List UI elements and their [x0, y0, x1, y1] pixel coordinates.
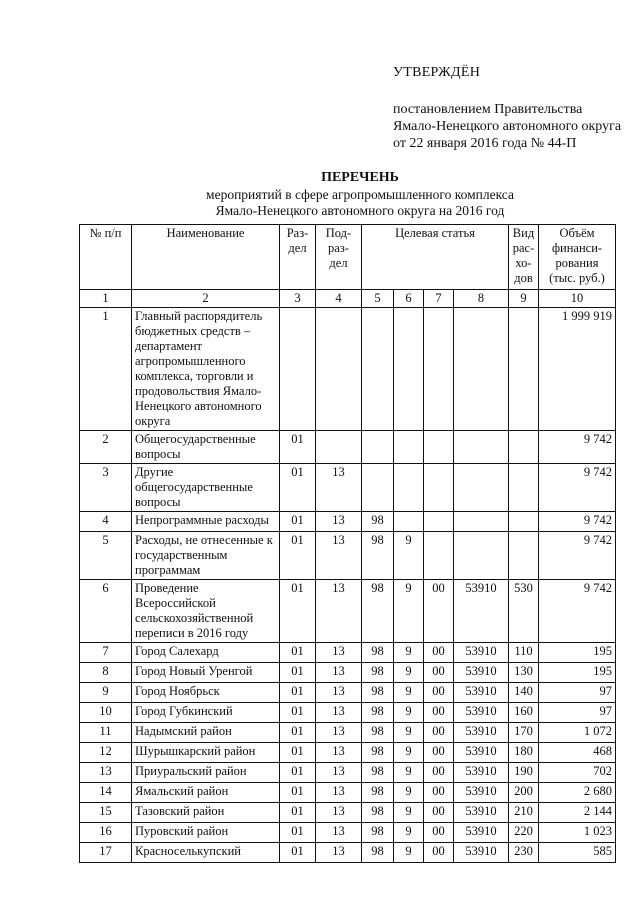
row-name: Красноселькупский: [132, 843, 280, 863]
row-target-part: 9: [394, 783, 424, 803]
row-expense-type: 230: [509, 843, 539, 863]
column-number: 4: [316, 290, 362, 308]
row-amount: 9 742: [539, 512, 616, 532]
row-name: Город Ноябрьск: [132, 683, 280, 703]
row-target-code: 53910: [454, 803, 509, 823]
row-name: Общегосударственные вопросы: [132, 431, 280, 464]
row-target-part: [362, 308, 394, 431]
row-target-code: [454, 532, 509, 580]
header-amount: Объём финанси- рования (тыс. руб.): [539, 225, 616, 290]
row-target-part: 00: [424, 643, 454, 663]
row-amount: 195: [539, 643, 616, 663]
column-number: 6: [394, 290, 424, 308]
row-subsection: 13: [316, 703, 362, 723]
column-number: 5: [362, 290, 394, 308]
row-target-part: [394, 512, 424, 532]
row-subsection: 13: [316, 643, 362, 663]
row-target-code: 53910: [454, 843, 509, 863]
row-number: 15: [80, 803, 132, 823]
row-target-code: 53910: [454, 663, 509, 683]
row-target-part: 9: [394, 723, 424, 743]
row-subsection: 13: [316, 723, 362, 743]
header-expense-type: Вид рас- хо- дов: [509, 225, 539, 290]
row-number: 3: [80, 464, 132, 512]
table-row: [80, 512, 616, 532]
row-section: 01: [280, 683, 316, 703]
row-subsection: 13: [316, 580, 362, 643]
header-target: Целевая статья: [362, 225, 509, 290]
row-target-part: 9: [394, 743, 424, 763]
row-amount: 585: [539, 843, 616, 863]
row-name: Город Губкинский: [132, 703, 280, 723]
row-name: Тазовский район: [132, 803, 280, 823]
row-subsection: 13: [316, 532, 362, 580]
row-expense-type: [509, 308, 539, 431]
row-section: 01: [280, 663, 316, 683]
row-target-code: 53910: [454, 743, 509, 763]
row-name: Пуровский район: [132, 823, 280, 843]
row-target-part: 98: [362, 783, 394, 803]
row-target-part: 98: [362, 580, 394, 643]
row-section: [280, 308, 316, 431]
row-amount: 9 742: [539, 431, 616, 464]
measures-table: [79, 224, 616, 863]
row-target-part: 9: [394, 663, 424, 683]
row-target-part: 9: [394, 803, 424, 823]
row-target-code: 53910: [454, 823, 509, 843]
row-name: Город Новый Уренгой: [132, 663, 280, 683]
row-target-part: 00: [424, 723, 454, 743]
table-row: [80, 464, 616, 512]
row-section: 01: [280, 823, 316, 843]
row-target-part: 98: [362, 803, 394, 823]
row-name: Надымский район: [132, 723, 280, 743]
row-target-part: 98: [362, 683, 394, 703]
row-amount: 702: [539, 763, 616, 783]
row-number: 16: [80, 823, 132, 843]
row-amount: 2 680: [539, 783, 616, 803]
row-expense-type: 160: [509, 703, 539, 723]
row-target-part: [394, 308, 424, 431]
approval-line: Ямало-Ненецкого автономного округа: [393, 119, 622, 134]
row-number: 2: [80, 431, 132, 464]
table-row: [80, 431, 616, 464]
row-expense-type: 130: [509, 663, 539, 683]
row-amount: 9 742: [539, 532, 616, 580]
row-subsection: 13: [316, 663, 362, 683]
row-target-part: 00: [424, 663, 454, 683]
table-row: [80, 723, 616, 743]
row-target-code: [454, 308, 509, 431]
row-target-part: [424, 431, 454, 464]
header-subsection: Под- раз- дел: [316, 225, 362, 290]
row-amount: 1 023: [539, 823, 616, 843]
row-target-part: 9: [394, 843, 424, 863]
column-number: 10: [539, 290, 616, 308]
row-name: Главный распорядитель бюджетных средств – департамент агропромышленного комплекса, торговли и продовольствия Ямало-Ненецкого автономного округа: [132, 308, 280, 431]
row-name: Другие общегосударственные вопросы: [132, 464, 280, 512]
row-subsection: 13: [316, 763, 362, 783]
row-section: 01: [280, 580, 316, 643]
row-number: 12: [80, 743, 132, 763]
table-header-row: [80, 225, 616, 290]
row-expense-type: 170: [509, 723, 539, 743]
row-target-part: 9: [394, 532, 424, 580]
row-target-part: 98: [362, 512, 394, 532]
table-row: [80, 743, 616, 763]
row-target-part: [424, 512, 454, 532]
header-section: Раз- дел: [280, 225, 316, 290]
row-target-code: 53910: [454, 683, 509, 703]
row-amount: 97: [539, 683, 616, 703]
approval-title: УТВЕРЖДЁН: [393, 65, 481, 80]
header-name: Наименование: [132, 225, 280, 290]
row-number: 13: [80, 763, 132, 783]
row-expense-type: [509, 512, 539, 532]
row-expense-type: 190: [509, 763, 539, 783]
table-row: [80, 703, 616, 723]
row-number: 11: [80, 723, 132, 743]
row-target-part: 9: [394, 823, 424, 843]
row-target-part: 98: [362, 763, 394, 783]
row-name: Ямальский район: [132, 783, 280, 803]
row-target-part: 9: [394, 683, 424, 703]
row-expense-type: 200: [509, 783, 539, 803]
row-section: 01: [280, 763, 316, 783]
row-number: 5: [80, 532, 132, 580]
row-target-code: 53910: [454, 723, 509, 743]
row-amount: 1 072: [539, 723, 616, 743]
row-target-part: 9: [394, 643, 424, 663]
row-number: 6: [80, 580, 132, 643]
row-name: Проведение Всероссийской сельскохозяйственной переписи в 2016 году: [132, 580, 280, 643]
row-subsection: [316, 431, 362, 464]
row-subsection: 13: [316, 743, 362, 763]
row-expense-type: [509, 431, 539, 464]
document-title: ПЕРЕЧЕНЬ: [321, 170, 399, 185]
row-target-part: 00: [424, 703, 454, 723]
row-target-part: 00: [424, 743, 454, 763]
row-target-code: 53910: [454, 783, 509, 803]
row-target-code: [454, 512, 509, 532]
column-number: 2: [132, 290, 280, 308]
document-subtitle-line: Ямало-Ненецкого автономного округа на 2016 год: [215, 203, 505, 218]
row-number: 8: [80, 663, 132, 683]
row-expense-type: 530: [509, 580, 539, 643]
row-expense-type: [509, 464, 539, 512]
approval-line: постановлением Правительства: [393, 102, 583, 117]
row-target-part: 9: [394, 703, 424, 723]
row-expense-type: 140: [509, 683, 539, 703]
row-expense-type: 110: [509, 643, 539, 663]
table-row: [80, 308, 616, 431]
row-target-part: 9: [394, 763, 424, 783]
table-row: [80, 683, 616, 703]
table-row: [80, 803, 616, 823]
row-number: 9: [80, 683, 132, 703]
row-target-part: 00: [424, 843, 454, 863]
row-section: 01: [280, 843, 316, 863]
row-target-part: 98: [362, 532, 394, 580]
row-section: 01: [280, 643, 316, 663]
row-target-part: [424, 464, 454, 512]
row-number: 7: [80, 643, 132, 663]
row-target-part: 00: [424, 783, 454, 803]
row-section: 01: [280, 464, 316, 512]
row-section: 01: [280, 512, 316, 532]
row-expense-type: 180: [509, 743, 539, 763]
row-amount: 2 144: [539, 803, 616, 823]
row-target-part: 00: [424, 803, 454, 823]
table-row: [80, 532, 616, 580]
column-number: 8: [454, 290, 509, 308]
column-number: 9: [509, 290, 539, 308]
row-amount: 9 742: [539, 464, 616, 512]
row-target-part: 9: [394, 580, 424, 643]
table-row: [80, 783, 616, 803]
document-heading: [170, 170, 550, 219]
row-target-part: 98: [362, 703, 394, 723]
row-name: Расходы, не отнесенные к государственным программам: [132, 532, 280, 580]
row-expense-type: [509, 532, 539, 580]
document-subtitle-line: мероприятий в сфере агропромышленного комплекса: [206, 187, 514, 202]
row-number: 14: [80, 783, 132, 803]
column-number: 1: [80, 290, 132, 308]
row-name: Шурышкарский район: [132, 743, 280, 763]
table-row: [80, 643, 616, 663]
row-amount: 9 742: [539, 580, 616, 643]
row-target-code: 53910: [454, 703, 509, 723]
row-section: 01: [280, 532, 316, 580]
table-row: [80, 663, 616, 683]
row-target-code: [454, 431, 509, 464]
approval-block: [393, 64, 621, 152]
row-target-part: [424, 308, 454, 431]
row-subsection: 13: [316, 843, 362, 863]
column-number-row: [80, 290, 616, 308]
column-number: 7: [424, 290, 454, 308]
row-target-part: 98: [362, 743, 394, 763]
row-section: 01: [280, 803, 316, 823]
row-section: 01: [280, 743, 316, 763]
table-row: [80, 823, 616, 843]
row-subsection: [316, 308, 362, 431]
row-target-code: 53910: [454, 643, 509, 663]
row-target-code: 53910: [454, 580, 509, 643]
row-target-code: [454, 464, 509, 512]
row-section: 01: [280, 723, 316, 743]
row-name: Непрограммные расходы: [132, 512, 280, 532]
row-target-part: 98: [362, 823, 394, 843]
row-target-part: 98: [362, 843, 394, 863]
row-target-part: 00: [424, 580, 454, 643]
row-number: 17: [80, 843, 132, 863]
row-name: Приуральский район: [132, 763, 280, 783]
row-target-part: [394, 431, 424, 464]
row-target-part: [394, 464, 424, 512]
row-subsection: 13: [316, 512, 362, 532]
row-target-part: [424, 532, 454, 580]
table-row: [80, 580, 616, 643]
row-target-part: 00: [424, 683, 454, 703]
row-target-part: 98: [362, 723, 394, 743]
row-name: Город Салехард: [132, 643, 280, 663]
row-amount: 195: [539, 663, 616, 683]
row-subsection: 13: [316, 823, 362, 843]
row-number: 1: [80, 308, 132, 431]
row-section: 01: [280, 783, 316, 803]
row-subsection: 13: [316, 803, 362, 823]
row-subsection: 13: [316, 464, 362, 512]
table-row: [80, 843, 616, 863]
row-expense-type: 210: [509, 803, 539, 823]
row-number: 10: [80, 703, 132, 723]
row-number: 4: [80, 512, 132, 532]
row-expense-type: 220: [509, 823, 539, 843]
row-target-part: 98: [362, 663, 394, 683]
row-target-part: [362, 464, 394, 512]
row-amount: 468: [539, 743, 616, 763]
row-subsection: 13: [316, 683, 362, 703]
row-target-part: 00: [424, 823, 454, 843]
row-target-code: 53910: [454, 763, 509, 783]
row-target-part: [362, 431, 394, 464]
row-subsection: 13: [316, 783, 362, 803]
row-amount: 1 999 919: [539, 308, 616, 431]
approval-line: от 22 января 2016 года № 44-П: [393, 136, 577, 151]
row-section: 01: [280, 703, 316, 723]
row-amount: 97: [539, 703, 616, 723]
column-number: 3: [280, 290, 316, 308]
row-section: 01: [280, 431, 316, 464]
row-target-part: 00: [424, 763, 454, 783]
row-target-part: 98: [362, 643, 394, 663]
header-num: № п/п: [80, 225, 132, 290]
table-row: [80, 763, 616, 783]
